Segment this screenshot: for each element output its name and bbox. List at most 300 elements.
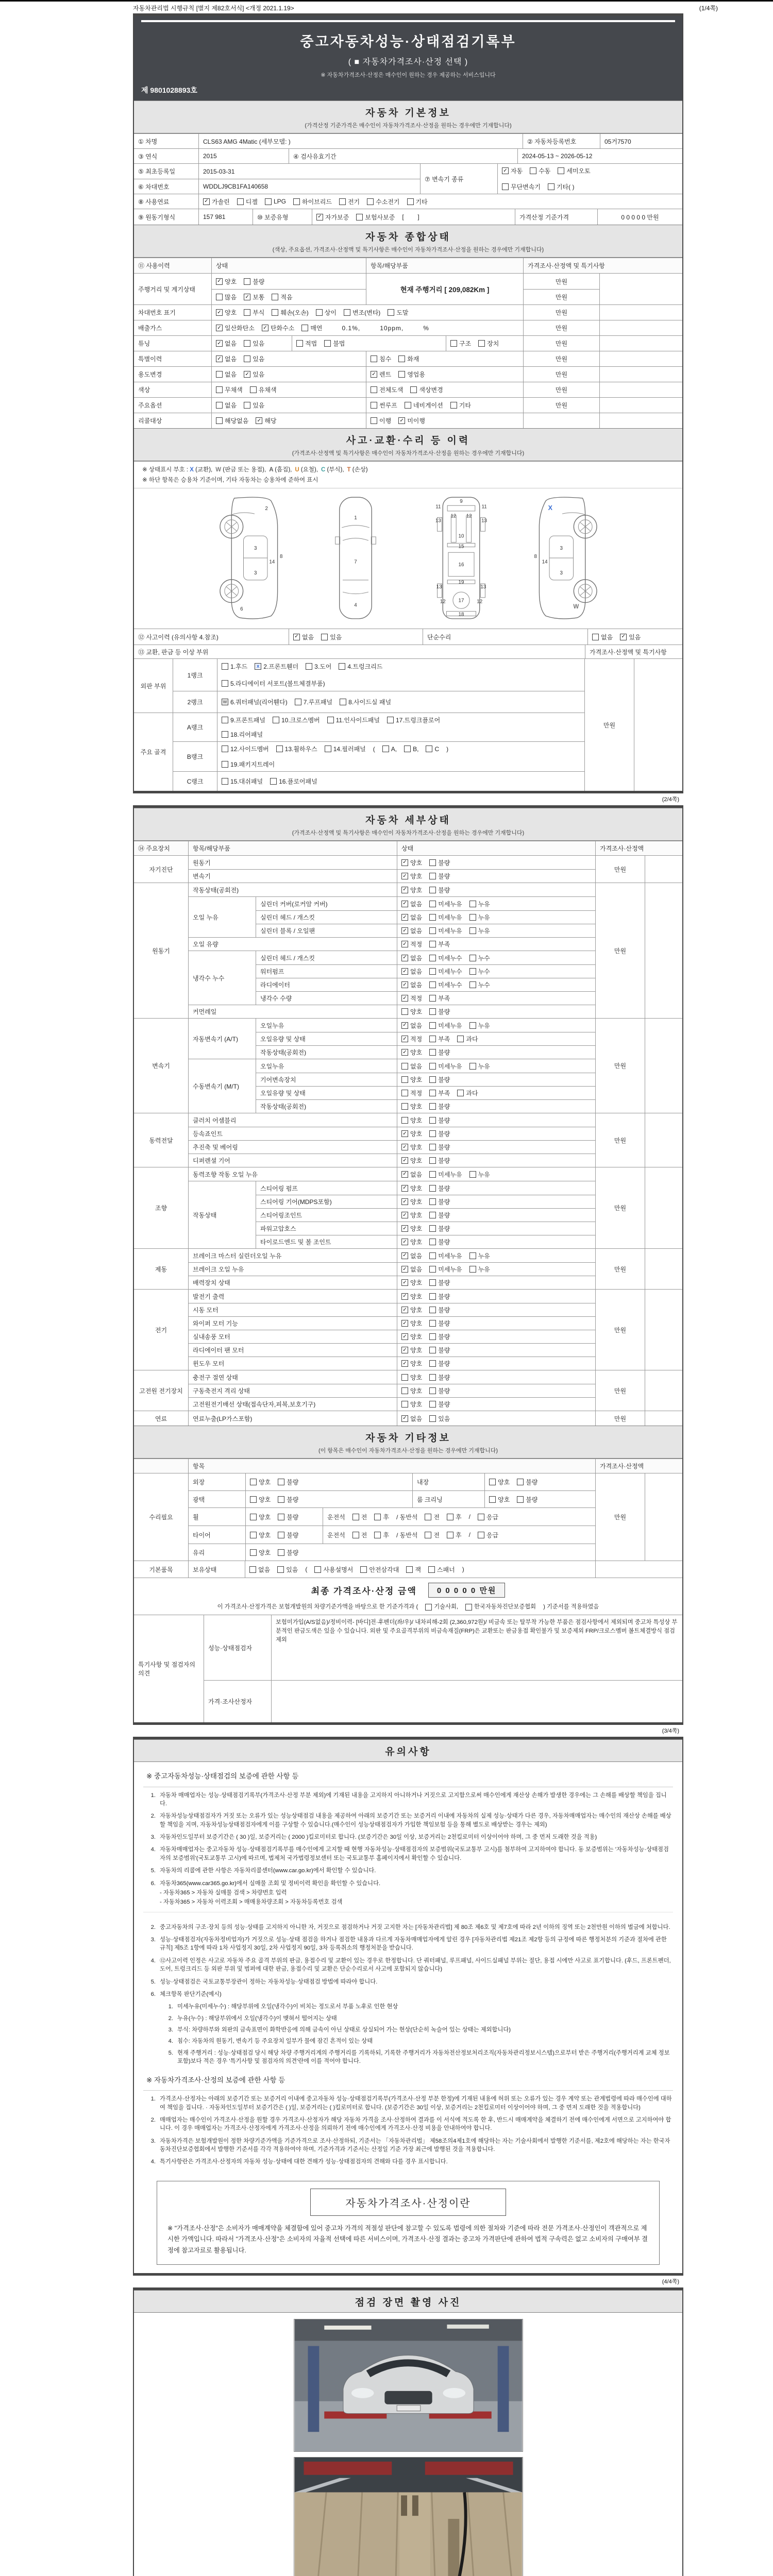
checkbox-불량[interactable] (429, 1156, 450, 1165)
checkbox-무채색[interactable] (216, 385, 243, 394)
checkbox-box[interactable] (272, 294, 278, 300)
checkbox-LPG[interactable] (265, 198, 286, 205)
checkbox-상이[interactable] (316, 308, 337, 317)
checkbox-box[interactable] (429, 968, 436, 975)
checkbox-불량[interactable] (517, 1478, 537, 1486)
checkbox-box[interactable]: ✓ (401, 955, 408, 961)
checkbox-A,[interactable] (382, 745, 397, 753)
checkbox-일산화탄소[interactable] (216, 324, 255, 332)
checkbox-수소전기[interactable] (367, 197, 399, 206)
checkbox-box[interactable] (429, 1130, 436, 1137)
checkbox-box[interactable] (278, 1496, 284, 1503)
checkbox-box[interactable] (222, 680, 228, 687)
checkbox-box[interactable] (222, 731, 228, 738)
checkbox-양호[interactable] (489, 1495, 510, 1504)
checkbox-불량[interactable] (429, 1116, 450, 1125)
checkbox-전기[interactable] (339, 197, 360, 206)
checkbox-box[interactable]: ✓ (401, 1185, 408, 1192)
checkbox-box[interactable] (429, 1252, 436, 1259)
checkbox-box[interactable] (339, 198, 346, 205)
checkbox-box[interactable] (250, 1496, 257, 1503)
checkbox-도말[interactable] (388, 308, 408, 317)
checkbox-box[interactable] (429, 1293, 436, 1300)
checkbox-box[interactable] (249, 1566, 256, 1573)
checkbox-box[interactable]: ✓ (262, 325, 268, 331)
checkbox-누유[interactable] (469, 926, 490, 935)
checkbox-box[interactable] (429, 1347, 436, 1353)
checkbox-미세누수[interactable] (429, 967, 462, 976)
checkbox-양호[interactable] (401, 1184, 422, 1193)
checkbox-있음[interactable] (244, 339, 264, 348)
checkbox-box[interactable] (429, 941, 436, 947)
checkbox-box[interactable] (401, 1063, 408, 1070)
checkbox-box[interactable] (429, 1117, 436, 1124)
checkbox-2.프론트휀더[interactable] (255, 662, 298, 671)
checkbox-없음[interactable] (401, 967, 422, 976)
checkbox-box[interactable]: ✓ (244, 371, 250, 378)
checkbox-누수[interactable] (469, 980, 490, 989)
checkbox-box[interactable] (250, 386, 257, 393)
checkbox-있음[interactable] (429, 1414, 450, 1423)
checkbox-가솔린[interactable] (203, 197, 230, 206)
checkbox-box[interactable]: ✓ (401, 1157, 408, 1164)
checkbox-양호[interactable] (401, 1346, 422, 1354)
checkbox-적정[interactable] (401, 994, 422, 1003)
checkbox-box[interactable]: ✓ (401, 1279, 408, 1286)
checkbox-box[interactable] (250, 1479, 257, 1485)
checkbox-안전삼각대[interactable] (360, 1565, 399, 1574)
checkbox-box[interactable] (401, 1008, 408, 1015)
checkbox-불량[interactable] (429, 1143, 450, 1151)
checkbox-box[interactable] (250, 1514, 257, 1520)
checkbox-box[interactable] (429, 1360, 436, 1367)
checkbox-box[interactable] (469, 1063, 476, 1070)
checkbox-box[interactable] (425, 1604, 432, 1611)
checkbox-box[interactable] (428, 1566, 435, 1573)
checkbox-세미오토[interactable] (558, 166, 590, 175)
checkbox-box[interactable] (371, 402, 377, 409)
checkbox-box[interactable] (371, 417, 377, 424)
checkbox-box[interactable] (340, 699, 346, 705)
checkbox-box[interactable] (429, 1185, 436, 1192)
checkbox-box[interactable]: ✓ (401, 981, 408, 988)
checkbox-box[interactable] (447, 1532, 453, 1538)
checkbox-box[interactable] (222, 745, 228, 752)
checkbox-불량[interactable] (278, 1513, 298, 1521)
checkbox-box[interactable] (429, 1063, 436, 1070)
checkbox-box[interactable] (371, 355, 377, 362)
checkbox-box[interactable]: ✓ (401, 1320, 408, 1327)
checkbox-box[interactable]: ✓ (398, 417, 405, 424)
checkbox-양호[interactable] (401, 1373, 422, 1382)
checkbox-불량[interactable] (429, 1386, 450, 1395)
checkbox-box[interactable]: ✓ (401, 1022, 408, 1029)
checkbox-누유[interactable] (469, 913, 490, 922)
checkbox-썬루프[interactable] (371, 401, 397, 410)
checkbox-box[interactable] (277, 1566, 284, 1573)
checkbox-box[interactable] (429, 873, 436, 879)
checkbox-양호[interactable] (401, 886, 422, 894)
checkbox-box[interactable] (478, 1532, 484, 1538)
checkbox-누수[interactable] (469, 954, 490, 962)
checkbox-14.필러패널[interactable] (325, 744, 366, 753)
checkbox-미세누유[interactable] (429, 1265, 462, 1274)
checkbox-기타[interactable] (450, 401, 471, 410)
checkbox-box[interactable]: ✓ (401, 859, 408, 866)
checkbox-없음[interactable] (401, 1265, 422, 1274)
checkbox-양호[interactable] (250, 1513, 271, 1521)
checkbox-box[interactable] (429, 1144, 436, 1150)
checkbox-누유[interactable] (469, 1251, 490, 1260)
checkbox-없음[interactable] (401, 954, 422, 962)
checkbox-box[interactable] (374, 1532, 381, 1538)
checkbox-불량[interactable] (429, 1346, 450, 1354)
checkbox-box[interactable] (405, 402, 411, 409)
checkbox-box[interactable] (469, 914, 476, 921)
checkbox-box[interactable] (407, 198, 414, 205)
checkbox-양호[interactable] (401, 872, 422, 880)
checkbox-불법[interactable] (324, 339, 345, 348)
checkbox-양호[interactable] (401, 1075, 422, 1084)
checkbox-보통[interactable] (244, 293, 264, 301)
checkbox-후[interactable] (374, 1513, 389, 1521)
checkbox-box[interactable] (450, 402, 457, 409)
checkbox-전[interactable] (425, 1513, 440, 1521)
checkbox-box[interactable] (222, 717, 228, 723)
checkbox-box[interactable] (367, 198, 374, 205)
checkbox-box[interactable] (425, 1514, 431, 1520)
checkbox-box[interactable] (429, 1171, 436, 1178)
checkbox-box[interactable]: ✓ (401, 1198, 408, 1205)
checkbox-box[interactable] (429, 1212, 436, 1218)
checkbox-box[interactable]: ✓ (401, 1212, 408, 1218)
checkbox-box[interactable] (429, 1090, 436, 1096)
checkbox-불량[interactable] (429, 1359, 450, 1368)
checkbox-box[interactable]: ✓ (216, 355, 223, 362)
checkbox-양호[interactable] (401, 1102, 422, 1111)
checkbox-양호[interactable] (401, 1386, 422, 1395)
checkbox-불량[interactable] (429, 1007, 450, 1016)
checkbox-자동[interactable] (502, 166, 523, 175)
checkbox-부족[interactable] (429, 1089, 450, 1097)
checkbox-C[interactable] (426, 745, 439, 753)
checkbox-많음[interactable] (216, 293, 237, 301)
checkbox-적음[interactable] (272, 293, 292, 301)
checkbox-box[interactable]: ✓ (401, 901, 408, 907)
checkbox-한국자동차진단보증협회[interactable] (465, 1603, 536, 1612)
checkbox-box[interactable]: ✓ (216, 325, 223, 331)
checkbox-불량[interactable] (429, 1332, 450, 1341)
checkbox-미이행[interactable] (398, 416, 425, 425)
checkbox-box[interactable] (324, 340, 331, 347)
checkbox-6.쿼터패널(리어휀다)[interactable] (222, 698, 288, 706)
checkbox-box[interactable] (447, 1514, 453, 1520)
checkbox-불량[interactable] (429, 1102, 450, 1111)
checkbox-box[interactable] (325, 745, 331, 752)
checkbox-box[interactable]: ✓ (401, 1036, 408, 1042)
checkbox-box[interactable] (469, 955, 476, 961)
checkbox-box[interactable] (316, 309, 323, 316)
checkbox-무단변속기[interactable] (502, 182, 541, 191)
checkbox-전[interactable] (352, 1531, 367, 1539)
checkbox-있음[interactable] (277, 1565, 298, 1574)
checkbox-box[interactable] (352, 1514, 359, 1520)
checkbox-과다[interactable] (457, 1035, 478, 1043)
checkbox-box[interactable] (429, 1279, 436, 1286)
checkbox-해당[interactable] (256, 416, 276, 425)
checkbox-5.라디에이터 서포트(볼트체결부품)[interactable] (222, 679, 325, 688)
checkbox-box[interactable] (278, 1549, 284, 1556)
checkbox-box[interactable] (321, 634, 328, 640)
checkbox-양호[interactable] (401, 1238, 422, 1246)
checkbox-box[interactable] (429, 1387, 436, 1394)
checkbox-box[interactable] (398, 355, 405, 362)
checkbox-box[interactable] (356, 214, 363, 221)
checkbox-box[interactable] (382, 745, 389, 752)
checkbox-box[interactable]: ✓ (401, 995, 408, 1002)
checkbox-box[interactable] (387, 717, 394, 723)
checkbox-하이브리드[interactable] (293, 197, 332, 206)
checkbox-box[interactable] (344, 309, 350, 316)
checkbox-box[interactable]: ✓ (203, 198, 210, 205)
checkbox-누유[interactable] (469, 1265, 490, 1274)
checkbox-기타( )[interactable] (548, 182, 575, 191)
checkbox-box[interactable] (429, 1415, 436, 1422)
checkbox-없음[interactable] (401, 1021, 422, 1030)
checkbox-box[interactable] (216, 386, 223, 393)
checkbox-양호[interactable] (401, 1007, 422, 1016)
checkbox-box[interactable] (360, 1566, 367, 1573)
checkbox-있음[interactable] (244, 354, 264, 363)
checkbox-box[interactable] (465, 1604, 472, 1611)
checkbox-box[interactable] (469, 927, 476, 934)
checkbox-이행[interactable] (371, 416, 391, 425)
checkbox-불량[interactable] (429, 1373, 450, 1382)
checkbox-box[interactable] (374, 1514, 381, 1520)
checkbox-box[interactable] (404, 745, 411, 752)
checkbox-box[interactable] (244, 340, 250, 347)
checkbox-box[interactable] (352, 1532, 359, 1538)
checkbox-미세누유[interactable] (429, 926, 462, 935)
checkbox-양호[interactable] (401, 1332, 422, 1341)
checkbox-미세누유[interactable] (429, 913, 462, 922)
checkbox-box[interactable] (250, 1549, 257, 1556)
checkbox-탄화수소[interactable] (262, 324, 294, 332)
checkbox-box[interactable]: ✓ (401, 927, 408, 934)
checkbox-미세누유[interactable] (429, 1021, 462, 1030)
checkbox-box[interactable] (469, 901, 476, 907)
checkbox-색상변경[interactable] (410, 385, 443, 394)
checkbox-box[interactable]: ✓ (316, 214, 323, 221)
checkbox-구조[interactable] (450, 339, 471, 348)
checkbox-후[interactable] (447, 1531, 462, 1539)
checkbox-유채색[interactable] (250, 385, 277, 394)
checkbox-box[interactable]: ✓ (401, 1225, 408, 1232)
checkbox-box[interactable]: ✓ (620, 634, 627, 640)
checkbox-box[interactable] (216, 371, 223, 378)
checkbox-box[interactable] (293, 198, 300, 205)
checkbox-없음[interactable] (401, 1251, 422, 1260)
checkbox-box[interactable] (429, 1049, 436, 1056)
checkbox-box[interactable] (517, 1479, 524, 1485)
checkbox-없음[interactable] (401, 1062, 422, 1071)
checkbox-box[interactable] (301, 325, 308, 331)
checkbox-불량[interactable] (278, 1531, 298, 1539)
checkbox-B,[interactable] (404, 745, 418, 753)
checkbox-양호[interactable] (401, 1292, 422, 1301)
checkbox-box[interactable] (401, 1117, 408, 1124)
checkbox-불량[interactable] (429, 886, 450, 894)
checkbox-box[interactable] (244, 355, 250, 362)
checkbox-box[interactable] (216, 294, 223, 300)
checkbox-불량[interactable] (429, 1075, 450, 1084)
checkbox-잭[interactable] (406, 1565, 421, 1574)
checkbox-19.패키지트레이[interactable] (222, 760, 275, 769)
checkbox-후[interactable] (447, 1513, 462, 1521)
checkbox-box[interactable]: ✓ (401, 1144, 408, 1150)
checkbox-box[interactable] (401, 1103, 408, 1110)
checkbox-box[interactable] (592, 634, 599, 640)
checkbox-11.인사이드패널[interactable] (327, 716, 380, 724)
checkbox-box[interactable] (426, 745, 432, 752)
checkbox-box[interactable]: ✓ (401, 1130, 408, 1137)
checkbox-있음[interactable] (244, 370, 264, 379)
checkbox-box[interactable] (276, 745, 283, 752)
checkbox-box[interactable] (469, 981, 476, 988)
checkbox-box[interactable] (278, 1514, 284, 1520)
checkbox-box[interactable] (296, 340, 303, 347)
checkbox-15.대쉬패널[interactable] (222, 777, 263, 786)
checkbox-없음[interactable] (216, 339, 237, 348)
checkbox-있음[interactable] (244, 401, 264, 410)
checkbox-양호[interactable] (489, 1478, 510, 1486)
checkbox-양호[interactable] (401, 1359, 422, 1368)
checkbox-box[interactable] (429, 1198, 436, 1205)
checkbox-17.트렁크플로어[interactable] (387, 716, 440, 724)
checkbox-적정[interactable] (401, 940, 422, 948)
checkbox-9.프론트패널[interactable] (222, 716, 265, 724)
checkbox-box[interactable] (429, 1307, 436, 1313)
checkbox-box[interactable]: ✓ (502, 167, 509, 174)
checkbox-양호[interactable] (401, 1156, 422, 1165)
checkbox-영업용[interactable] (398, 370, 425, 379)
checkbox-box[interactable] (278, 1532, 284, 1538)
checkbox-응급[interactable] (478, 1513, 498, 1521)
checkbox-전[interactable] (425, 1531, 440, 1539)
checkbox-불량[interactable] (429, 1238, 450, 1246)
checkbox-양호[interactable] (401, 1129, 422, 1138)
checkbox-box[interactable]: ✓ (401, 1293, 408, 1300)
checkbox-불량[interactable] (429, 1211, 450, 1219)
checkbox-box[interactable] (265, 198, 272, 205)
checkbox-box[interactable] (429, 1401, 436, 1408)
checkbox-box[interactable] (558, 167, 564, 174)
checkbox-없음[interactable] (216, 401, 237, 410)
checkbox-box[interactable] (272, 309, 278, 316)
checkbox-기타[interactable] (407, 197, 428, 206)
checkbox-8.사이드실 패널[interactable] (340, 698, 391, 706)
checkbox-불량[interactable] (429, 1278, 450, 1287)
checkbox-없음[interactable] (401, 913, 422, 922)
checkbox-box[interactable] (457, 1036, 464, 1042)
checkbox-누유[interactable] (469, 1021, 490, 1030)
checkbox-box[interactable]: ✓ (216, 278, 223, 285)
checkbox-box[interactable] (429, 955, 436, 961)
checkbox-box[interactable] (295, 699, 301, 705)
checkbox-양호[interactable] (250, 1495, 271, 1504)
checkbox-부족[interactable] (429, 1035, 450, 1043)
checkbox-box[interactable] (429, 914, 436, 921)
checkbox-box[interactable] (401, 1076, 408, 1083)
checkbox-box[interactable]: ✓ (401, 887, 408, 893)
checkbox-양호[interactable] (216, 277, 237, 286)
checkbox-없음[interactable] (592, 633, 613, 641)
checkbox-수동[interactable] (530, 166, 550, 175)
checkbox-box[interactable] (244, 278, 250, 285)
checkbox-box[interactable]: x (255, 663, 261, 670)
checkbox-box[interactable] (270, 778, 277, 785)
checkbox-13.휠하우스[interactable] (276, 744, 317, 753)
checkbox-box[interactable]: ✓ (401, 914, 408, 921)
checkbox-기술사회,[interactable] (425, 1603, 458, 1612)
checkbox-box[interactable]: ✓ (216, 309, 223, 316)
checkbox-box[interactable]: ✓ (401, 1415, 408, 1422)
checkbox-box[interactable] (429, 1320, 436, 1327)
checkbox-자가보증[interactable] (316, 213, 349, 222)
checkbox-box[interactable]: ✓ (401, 1333, 408, 1340)
checkbox-box[interactable]: ✓ (293, 634, 300, 640)
checkbox-침수[interactable] (371, 354, 391, 363)
checkbox-미세누유[interactable] (429, 900, 462, 908)
checkbox-화재[interactable] (398, 354, 419, 363)
checkbox-없음[interactable] (401, 1170, 422, 1179)
checkbox-box[interactable] (306, 663, 312, 670)
checkbox-box[interactable] (429, 1036, 436, 1042)
checkbox-box[interactable] (398, 371, 405, 378)
checkbox-box[interactable] (429, 1225, 436, 1232)
checkbox-box[interactable] (469, 1022, 476, 1029)
checkbox-box[interactable] (457, 1090, 464, 1096)
checkbox-1.후드[interactable] (222, 662, 247, 671)
checkbox-양호[interactable] (401, 1400, 422, 1409)
checkbox-box[interactable] (469, 968, 476, 975)
checkbox-box[interactable] (401, 1387, 408, 1394)
checkbox-변조(변타)[interactable] (344, 308, 380, 317)
checkbox-box[interactable] (278, 1479, 284, 1485)
checkbox-적정[interactable] (401, 1035, 422, 1043)
checkbox-box[interactable] (548, 183, 554, 190)
checkbox-box[interactable] (429, 859, 436, 866)
checkbox-렌트[interactable] (371, 370, 391, 379)
checkbox-box[interactable] (388, 309, 394, 316)
checkbox-box[interactable] (530, 167, 536, 174)
checkbox-box[interactable] (429, 981, 436, 988)
checkbox-box[interactable] (222, 778, 228, 785)
checkbox-box[interactable]: ✓ (401, 1239, 408, 1245)
checkbox-box[interactable]: ✓ (401, 1360, 408, 1367)
checkbox-box[interactable] (429, 927, 436, 934)
checkbox-16.플로어패널[interactable] (270, 777, 317, 786)
checkbox-없음[interactable] (249, 1565, 270, 1574)
checkbox-box[interactable]: ✓ (401, 873, 408, 879)
checkbox-box[interactable] (517, 1496, 524, 1503)
checkbox-보험사보증[interactable] (356, 213, 395, 222)
checkbox-12.사이드멤버[interactable] (222, 744, 269, 753)
checkbox-box[interactable] (429, 1103, 436, 1110)
checkbox-없음[interactable] (216, 354, 237, 363)
checkbox-box[interactable] (410, 386, 417, 393)
checkbox-box[interactable] (371, 386, 377, 393)
